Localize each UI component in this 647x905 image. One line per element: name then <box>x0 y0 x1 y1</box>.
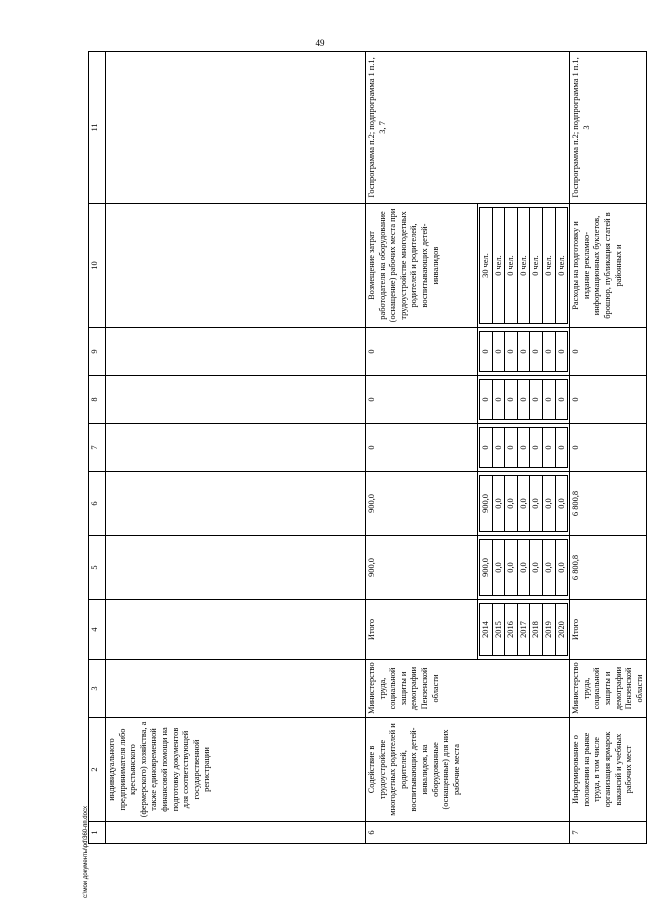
year-cell-c8: 0 <box>555 380 568 420</box>
year-cell-c8: 0 <box>530 380 543 420</box>
year-cell-c9: 0 <box>530 332 543 372</box>
col-header-10: 10 <box>89 204 106 328</box>
year-cell-c9: 0 <box>480 332 493 372</box>
year-cell-c9: 0 <box>517 332 530 372</box>
year-row <box>505 380 518 420</box>
year-cell-c6: 900,0 <box>480 476 493 532</box>
total-c9: 0 <box>366 328 478 376</box>
year-cell-c7: 0 <box>480 428 493 468</box>
total-c7: 0 <box>570 424 647 472</box>
year-cell-c6: 0,0 <box>530 476 543 532</box>
year-row <box>542 208 555 324</box>
rotated-table-container <box>88 52 644 844</box>
year-row <box>555 540 568 596</box>
total-c5: 6 800,8 <box>570 536 647 600</box>
year-row <box>530 332 543 372</box>
year-cell-c5: 0,0 <box>517 540 530 596</box>
year-row <box>492 428 505 468</box>
cell-c6 <box>106 472 366 536</box>
year-row <box>492 332 505 372</box>
row-number: 6 <box>366 822 570 844</box>
year-row <box>492 208 505 324</box>
year-row <box>492 476 505 532</box>
col-header-9: 9 <box>89 328 106 376</box>
year-row <box>492 604 505 656</box>
year-cell-year: 2018 <box>530 604 543 656</box>
year-cell-c6: 0,0 <box>492 476 505 532</box>
year-cell-c6: 0,0 <box>505 476 518 532</box>
year-cell-c5: 0,0 <box>492 540 505 596</box>
col-header-3: 3 <box>89 660 106 718</box>
years-column <box>478 600 570 660</box>
year-row <box>505 428 518 468</box>
year-row <box>517 540 530 596</box>
year-cell-c8: 0 <box>492 380 505 420</box>
year-row <box>480 604 493 656</box>
year-cell-c7: 0 <box>492 428 505 468</box>
year-row <box>517 604 530 656</box>
years-c7 <box>478 424 570 472</box>
years-indicator <box>478 204 570 328</box>
year-row <box>517 332 530 372</box>
total-label: Итого <box>366 600 478 660</box>
program-table <box>88 51 647 844</box>
year-row <box>480 380 493 420</box>
year-cell-c7: 0 <box>555 428 568 468</box>
year-row <box>492 380 505 420</box>
cell-c7 <box>106 424 366 472</box>
cell-c8 <box>106 376 366 424</box>
year-cell-c8: 0 <box>505 380 518 420</box>
year-row <box>517 380 530 420</box>
year-row <box>505 604 518 656</box>
year-row <box>530 476 543 532</box>
indicator: Расходы на подготовку и издание рекламно-информационных буклетов, брошюр, публикация статей в районных и <box>570 204 647 328</box>
cell-c5 <box>106 536 366 600</box>
year-row <box>555 208 568 324</box>
col-header-7: 7 <box>89 424 106 472</box>
year-cell-c6: 0,0 <box>555 476 568 532</box>
year-row <box>555 428 568 468</box>
program-ref: Госпрограмма п.2; подпрограмма 1 п.1, 3, 7 <box>366 52 570 204</box>
year-cell-ind: 30 чел. <box>480 208 493 324</box>
year-row <box>517 428 530 468</box>
measure-title: Информирование о положении на рынке труда, в том числе организация ярмарок вакансий и учебных рабочих мест <box>570 718 647 822</box>
year-row <box>542 332 555 372</box>
col-header-8: 8 <box>89 376 106 424</box>
column-number-row <box>89 52 106 844</box>
year-row <box>542 428 555 468</box>
year-cell-c7: 0 <box>542 428 555 468</box>
footer-file-path: c:\мои документы\pd\360-пп.docx <box>83 806 89 898</box>
years-c8 <box>478 376 570 424</box>
year-cell-c5: 0,0 <box>530 540 543 596</box>
year-row <box>555 332 568 372</box>
year-row <box>542 380 555 420</box>
total-label <box>106 600 366 660</box>
years-c5 <box>478 536 570 600</box>
year-cell-year: 2014 <box>480 604 493 656</box>
year-row <box>530 540 543 596</box>
year-cell-c5: 900,0 <box>480 540 493 596</box>
year-row <box>517 208 530 324</box>
col-header-2: 2 <box>89 718 106 822</box>
col-header-4: 4 <box>89 600 106 660</box>
table-row-6 <box>366 52 478 844</box>
year-row <box>505 540 518 596</box>
year-row <box>480 428 493 468</box>
year-cell-year: 2016 <box>505 604 518 656</box>
year-cell-c9: 0 <box>492 332 505 372</box>
executor <box>106 660 366 718</box>
year-cell-year: 2017 <box>517 604 530 656</box>
year-row <box>505 332 518 372</box>
year-row <box>542 540 555 596</box>
total-c7: 0 <box>366 424 478 472</box>
year-row <box>530 604 543 656</box>
total-c5: 900,0 <box>366 536 478 600</box>
year-cell-ind: 0 чел. <box>530 208 543 324</box>
year-row <box>517 476 530 532</box>
total-c6: 900,0 <box>366 472 478 536</box>
total-c6: 6 800,8 <box>570 472 647 536</box>
year-cell-ind: 0 чел. <box>505 208 518 324</box>
year-cell-c9: 0 <box>505 332 518 372</box>
year-row <box>505 208 518 324</box>
program-ref: Госпрограмма п.2; подпрограмма 1 п.1, 3 <box>570 52 647 204</box>
total-c8: 0 <box>366 376 478 424</box>
col-header-11: 11 <box>89 52 106 204</box>
year-cell-year: 2015 <box>492 604 505 656</box>
year-cell-c8: 0 <box>542 380 555 420</box>
executor: Министерство труда, социальной защиты и демографии Пензенской области <box>366 660 570 718</box>
year-cell-ind: 0 чел. <box>542 208 555 324</box>
years-c6 <box>478 472 570 536</box>
year-cell-c8: 0 <box>480 380 493 420</box>
year-row <box>530 428 543 468</box>
year-cell-c7: 0 <box>517 428 530 468</box>
year-cell-c5: 0,0 <box>505 540 518 596</box>
year-cell-c7: 0 <box>505 428 518 468</box>
year-row <box>555 380 568 420</box>
indicator: Возмещение затрат работодателя на оборудование (оснащение) рабочих места при трудоустройстве многодетных родителей и родителей, воспитывающих детей-инвалидов <box>366 204 478 328</box>
row-number <box>106 822 366 844</box>
year-row <box>480 332 493 372</box>
year-row <box>530 380 543 420</box>
year-cell-ind: 0 чел. <box>492 208 505 324</box>
year-cell-year: 2019 <box>542 604 555 656</box>
col-header-6: 6 <box>89 472 106 536</box>
total-label: Итого <box>570 600 647 660</box>
row-number: 7 <box>570 822 647 844</box>
col-header-1: 1 <box>89 822 106 844</box>
year-cell-c8: 0 <box>517 380 530 420</box>
years-c9 <box>478 328 570 376</box>
year-cell-c9: 0 <box>542 332 555 372</box>
cell-c9 <box>106 328 366 376</box>
program-ref <box>106 52 366 204</box>
year-row <box>530 208 543 324</box>
page-number: 49 <box>315 38 325 48</box>
year-row <box>492 540 505 596</box>
year-cell-c5: 0,0 <box>542 540 555 596</box>
year-row <box>555 476 568 532</box>
year-cell-c5: 0,0 <box>555 540 568 596</box>
year-row <box>480 208 493 324</box>
year-cell-ind: 0 чел. <box>555 208 568 324</box>
table-row-7 <box>570 52 647 844</box>
year-cell-c6: 0,0 <box>517 476 530 532</box>
year-cell-c6: 0,0 <box>542 476 555 532</box>
indicator <box>106 204 366 328</box>
year-row <box>542 476 555 532</box>
measure-title: индивидуального предпринимателя либо крестьянского (фермерского) хозяйства, а также единовременной финансовой помощи на подготовку документов для соответствующей государственной регистрации <box>106 718 366 822</box>
col-header-5: 5 <box>89 536 106 600</box>
year-row <box>480 476 493 532</box>
year-cell-year: 2020 <box>555 604 568 656</box>
table-row-continuation <box>106 52 366 844</box>
total-c8: 0 <box>570 376 647 424</box>
year-row <box>542 604 555 656</box>
measure-title: Содействие в трудоустройстве многодетных родителей и родителей, воспитывающих детей-инвалидов, на оборудованные (оснащенные) для них рабочие места <box>366 718 570 822</box>
year-row <box>480 540 493 596</box>
year-row <box>505 476 518 532</box>
year-cell-c7: 0 <box>530 428 543 468</box>
executor: Министерство труда, социальной защиты и демографии Пензенской области <box>570 660 647 718</box>
year-cell-ind: 0 чел. <box>517 208 530 324</box>
total-c9: 0 <box>570 328 647 376</box>
year-cell-c9: 0 <box>555 332 568 372</box>
year-row <box>555 604 568 656</box>
